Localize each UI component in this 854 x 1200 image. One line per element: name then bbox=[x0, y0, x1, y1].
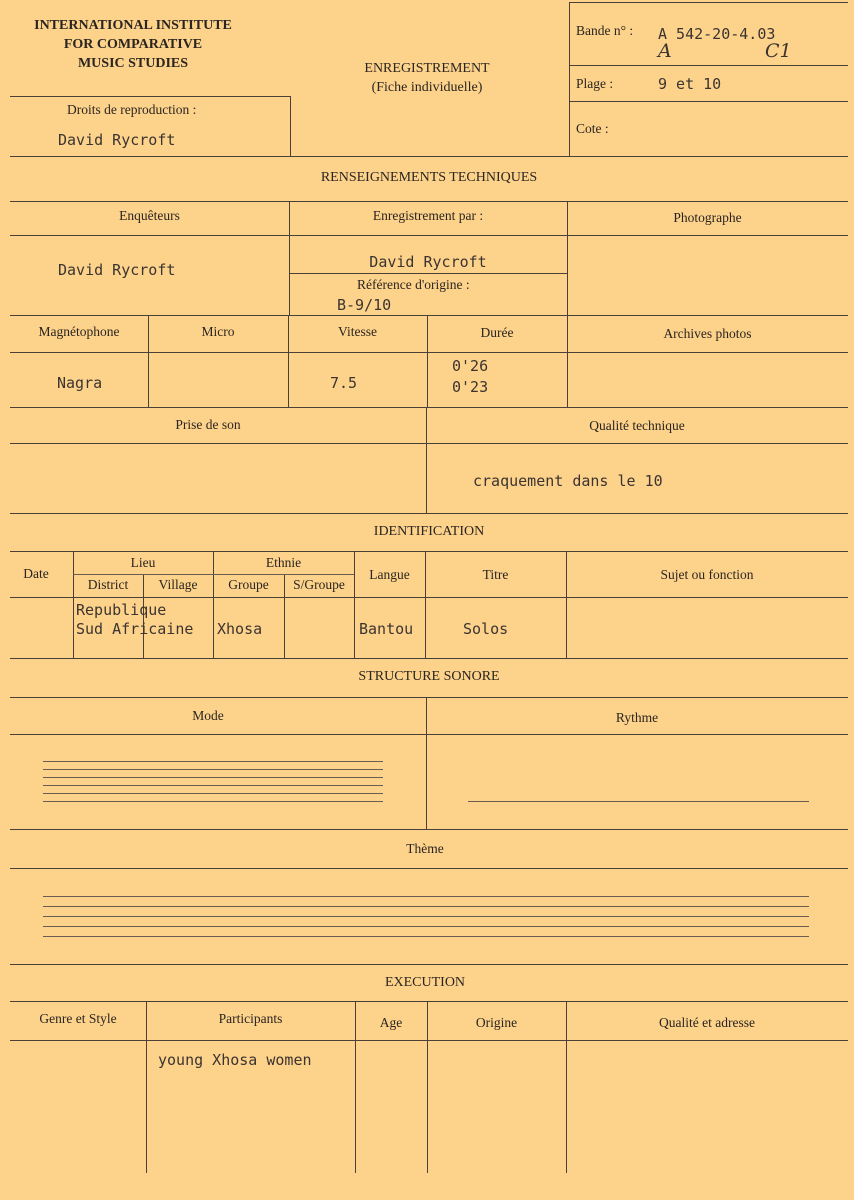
enregistrement-label: Enregistrement par : bbox=[372, 208, 484, 223]
prise-label: Prise de son bbox=[175, 417, 241, 432]
magnetophone-value: Nagra bbox=[57, 374, 103, 392]
sujet-label: Sujet ou fonction bbox=[660, 567, 754, 582]
ethnie-label: Ethnie bbox=[265, 555, 302, 570]
langue-label: Langue bbox=[369, 567, 410, 582]
duree-label: Durée bbox=[480, 325, 514, 340]
lieu-value-2: Sud Africaine bbox=[76, 620, 194, 638]
genre-label: Genre et Style bbox=[39, 1011, 117, 1026]
bande-handwritten-c: C1 bbox=[765, 40, 792, 62]
vitesse-value: 7.5 bbox=[330, 374, 358, 392]
bande-handwritten-a: A bbox=[658, 40, 672, 62]
qualite-value: craquement dans le 10 bbox=[473, 472, 663, 490]
section-title-execution: EXECUTION bbox=[384, 975, 466, 990]
sgroupe-label: S/Groupe bbox=[293, 577, 345, 592]
plage-label: Plage : bbox=[576, 76, 614, 91]
vitesse-label: Vitesse bbox=[338, 324, 377, 339]
theme-label: Thème bbox=[406, 841, 444, 856]
reference-value: B-9/10 bbox=[337, 296, 392, 314]
magnetophone-label: Magnétophone bbox=[38, 324, 120, 339]
titre-value: Solos bbox=[463, 620, 509, 638]
enregistrement-value: David Rycroft bbox=[369, 253, 487, 271]
form-subtitle: (Fiche individuelle) bbox=[371, 80, 483, 95]
mode-label: Mode bbox=[192, 708, 224, 723]
micro-label: Micro bbox=[201, 324, 235, 339]
cote-label: Cote : bbox=[576, 121, 609, 136]
village-label: Village bbox=[158, 577, 198, 592]
origine-label: Origine bbox=[475, 1015, 518, 1030]
institute-line-1: INTERNATIONAL INSTITUTE bbox=[34, 18, 232, 33]
enqueteurs-value: David Rycroft bbox=[58, 261, 176, 279]
duree-value-2: 0'23 bbox=[452, 378, 489, 396]
archives-label: Archives photos bbox=[663, 326, 752, 341]
lieu-value-1: Republique bbox=[76, 601, 167, 619]
droits-value: David Rycroft bbox=[58, 131, 176, 149]
section-title-techniques: RENSEIGNEMENTS TECHNIQUES bbox=[320, 170, 538, 185]
rythme-label: Rythme bbox=[615, 710, 659, 725]
groupe-label: Groupe bbox=[228, 577, 269, 592]
duree-value-1: 0'26 bbox=[452, 357, 489, 375]
participants-value: young Xhosa women bbox=[158, 1051, 312, 1069]
droits-label: Droits de reproduction : bbox=[67, 102, 197, 117]
institute-name bbox=[8, 16, 258, 74]
bande-label: Bande n° : bbox=[576, 23, 634, 38]
langue-value: Bantou bbox=[359, 620, 414, 638]
section-title-identification: IDENTIFICATION bbox=[373, 524, 485, 539]
bande-value: A 542-20-4.03 bbox=[658, 25, 776, 43]
titre-label: Titre bbox=[482, 567, 509, 582]
age-label: Age bbox=[379, 1015, 403, 1030]
groupe-value: Xhosa bbox=[217, 620, 263, 638]
form-title: ENREGISTREMENT bbox=[364, 61, 490, 76]
enqueteurs-label: Enquêteurs bbox=[119, 208, 180, 223]
qualite-label: Qualité technique bbox=[589, 418, 685, 433]
section-title-structure: STRUCTURE SONORE bbox=[358, 669, 500, 684]
institute-line-2: FOR COMPARATIVE bbox=[63, 37, 203, 52]
plage-value: 9 et 10 bbox=[658, 75, 722, 93]
district-label: District bbox=[87, 577, 129, 592]
qualite-adresse-label: Qualité et adresse bbox=[659, 1015, 755, 1030]
photographe-label: Photographe bbox=[673, 210, 742, 225]
institute-line-3: MUSIC STUDIES bbox=[77, 56, 189, 71]
date-label: Date bbox=[23, 566, 49, 581]
lieu-label: Lieu bbox=[130, 555, 156, 570]
reference-label: Référence d'origine : bbox=[357, 277, 470, 292]
participants-label: Participants bbox=[218, 1011, 283, 1026]
